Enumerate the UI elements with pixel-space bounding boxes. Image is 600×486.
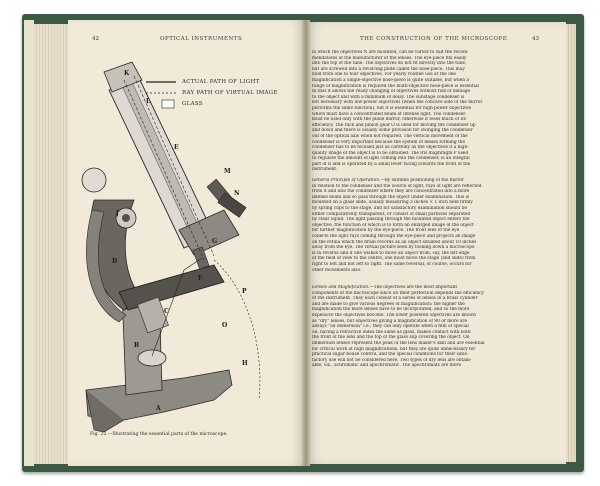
- text-line: magnification a single-objective nose-piece is quite suitable, but when a: [312, 77, 469, 83]
- text-line: performs the same function), but it is essential for high-power objectives: [312, 105, 472, 111]
- text-line: always "oil immersion" i.e., they can only operate when a film of special: [312, 324, 469, 330]
- text-line: away from the eye. The virtual picture seen by looking down a microscope: [312, 245, 475, 251]
- text-line: which must have a concentrated beam of intense light. The condenser: [312, 111, 466, 117]
- paragraph-lenses: [312, 285, 544, 369]
- text-line: magnification the more lenses have to be incorporated, and so the more: [312, 307, 470, 313]
- right-page-number: 43: [532, 36, 539, 42]
- text-line: quality image of the object is to be obtained. The iris diaphragm P used: [312, 150, 469, 156]
- figure-caption: Fig. 22.—Illustrating the essential parts of the microscope.: [90, 432, 228, 437]
- text-line: for critical work at high magnifications, but they are quite unnecessary for: [312, 346, 476, 352]
- text-line: by clear liquid. The light passing through the mounted object enters the: [312, 217, 470, 223]
- legend-actual-path: ACTUAL PATH OF LIGHT: [182, 79, 260, 85]
- text-line: mendations of the manufacturer of the lenses. The eye-piece fits easily: [312, 55, 467, 61]
- text-line: instrument.: [312, 167, 338, 173]
- text-line: but are screwed into a revolving plate called the nose-piece. This may: [312, 66, 465, 72]
- label-h: H: [242, 360, 248, 367]
- text-line: components of the microscope since on their perfection depends the efficiency: [312, 290, 484, 296]
- label-a: A: [156, 405, 161, 412]
- text-line: for further magnification by the eye-piece. The front lens of the eye: [312, 228, 460, 234]
- label-n: N: [234, 190, 240, 197]
- text-line: oil, having a refractive index the same as glass, makes contact with both: [312, 329, 471, 335]
- text-line: into the top of the tube. The objectives do not fit directly into the tube,: [312, 61, 467, 67]
- label-p: P: [242, 288, 247, 295]
- legend-ray-path: RAY PATH OF VIRTUAL IMAGE: [182, 90, 278, 96]
- text-line: from it and into the condenser where they are concentrated into a more: [312, 189, 470, 195]
- text-line: the front of the lens and the top of the glass slip covering the object. Oil: [312, 335, 470, 341]
- text-line: is in reverse and if one wishes to move an object from, say, the left edge: [312, 250, 470, 256]
- text-line: part of it and is operated by a small lever facing towards the front of the: [312, 161, 471, 167]
- text-line: of the field of view to the centre, one must move the stage (and slide) from: [312, 256, 476, 262]
- text-line: right to left and not left to right. The same reversal, of course, occurs for: [312, 261, 472, 267]
- left-running-head: OPTICAL INSTRUMENTS: [160, 36, 243, 42]
- heading-lenses: Lenses and Magnification.: [312, 285, 370, 290]
- text-line: in that it allows the ready changing of objectives without risk of damage: [312, 89, 471, 95]
- label-b: B: [134, 342, 140, 349]
- book-gutter: [302, 20, 310, 466]
- text-line: other movements also.: [312, 267, 362, 273]
- text-line: practical sugar-house control, and the special conditions for their satis-: [312, 352, 469, 358]
- text-line: either comparatively transparent, or consist of small particles separated: [312, 211, 471, 217]
- right-running-head: THE CONSTRUCTION OF THE MICROSCOPE: [360, 36, 508, 42]
- text-line: condenser has to be focused just as carefully as the objectives if a high-: [312, 145, 469, 151]
- text-line: and are made to give various degrees of magnification: the higher the: [312, 301, 465, 307]
- text-line: expensive the objectives become. The lower powered objectives are known: [312, 312, 476, 318]
- text-line: not necessary with low-power objectives (when the concave side of the mirror: [312, 100, 483, 106]
- paragraph-lenses-first-line: —The objectives are the most important: [369, 285, 458, 290]
- text-line: out of the optical axis when not required. The vertical movement of the: [312, 133, 468, 139]
- paragraph-principle: [312, 178, 544, 273]
- text-line: objective, the function of which is to form an enlarged image of the object: [312, 222, 474, 228]
- label-c: C: [164, 308, 169, 315]
- text-line: by spring clips to the stage, and for satisfactory examination should be: [312, 205, 467, 211]
- label-g: G: [212, 238, 218, 245]
- text-line: must be used only with the plane mirror, otherwise it loses much of its: [312, 117, 466, 123]
- label-d: D: [112, 258, 118, 265]
- text-line: condenser is very important because the system of lenses forming the: [312, 139, 465, 145]
- text-line: mounted on a glass slide, usually measuring 3 inches × 1 inch held firmly: [312, 200, 473, 206]
- text-line: to the object and with a minimum of delay. The substage condenser is: [312, 94, 465, 100]
- page-stack-left: [34, 24, 68, 464]
- text-line: in which the objectives N are mounted, can be varied to suit the recom-: [312, 50, 469, 55]
- microscope-figure: [64, 60, 276, 440]
- heading-principle: General Principle of Operation.: [312, 178, 381, 183]
- text-line: immersion lenses represent the peak of the lens maker's skill and are essential: [312, 340, 485, 346]
- text-line: intense beam and so pass through the object under examination. This is: [312, 194, 470, 200]
- paragraph-construction: [312, 50, 544, 173]
- left-page-number: 42: [92, 36, 99, 42]
- label-f: F: [198, 275, 203, 282]
- paragraph-principle-first-line: —By suitable positioning of the mirror: [380, 178, 465, 183]
- label-l: L: [146, 98, 151, 105]
- cover-edge: [24, 20, 34, 466]
- text-line: on the retina which the brain records as an object situated about 10 inches: [312, 239, 477, 245]
- text-line: to regulate the amount of light coming into the condenser, is an integral: [312, 156, 470, 162]
- page-stack-right: [566, 24, 576, 462]
- text-line: of the instrument. They each consist of a series of lenses in a brass cylinder: [312, 296, 478, 302]
- text-line: range of magnification is required the multi-objective nose-piece is essential: [312, 83, 479, 89]
- label-o: O: [222, 322, 228, 329]
- legend-glass: GLASS: [182, 101, 203, 107]
- microscope-illustration: [64, 60, 276, 440]
- label-k: K: [124, 70, 130, 77]
- label-j: J: [116, 210, 119, 217]
- label-m: M: [224, 168, 231, 175]
- text-line: in relation to the condenser and the source of light, rays of light are reflected: [312, 183, 482, 189]
- text-line: able, viz., achromatic and apochromatic. The apochromats are more: [312, 363, 462, 369]
- text-line: and down and there is usually some provision for swinging the condenser: [312, 128, 473, 134]
- text-line: efficiency. The rack and pinion gear O is used for moving the condenser up: [312, 122, 476, 128]
- text-line: factory use will not be considered here. Two types of dry lens are obtain-: [312, 357, 472, 363]
- label-e: E: [174, 144, 179, 151]
- text-line: collects the light rays coming through the eye-piece and projects an image: [312, 233, 476, 239]
- text-line: hold from one to four objectives. For yearly routine use at the one: [312, 72, 456, 78]
- text-line: as "dry" lenses, but objectives giving a magnification of 90 or more are: [312, 318, 468, 324]
